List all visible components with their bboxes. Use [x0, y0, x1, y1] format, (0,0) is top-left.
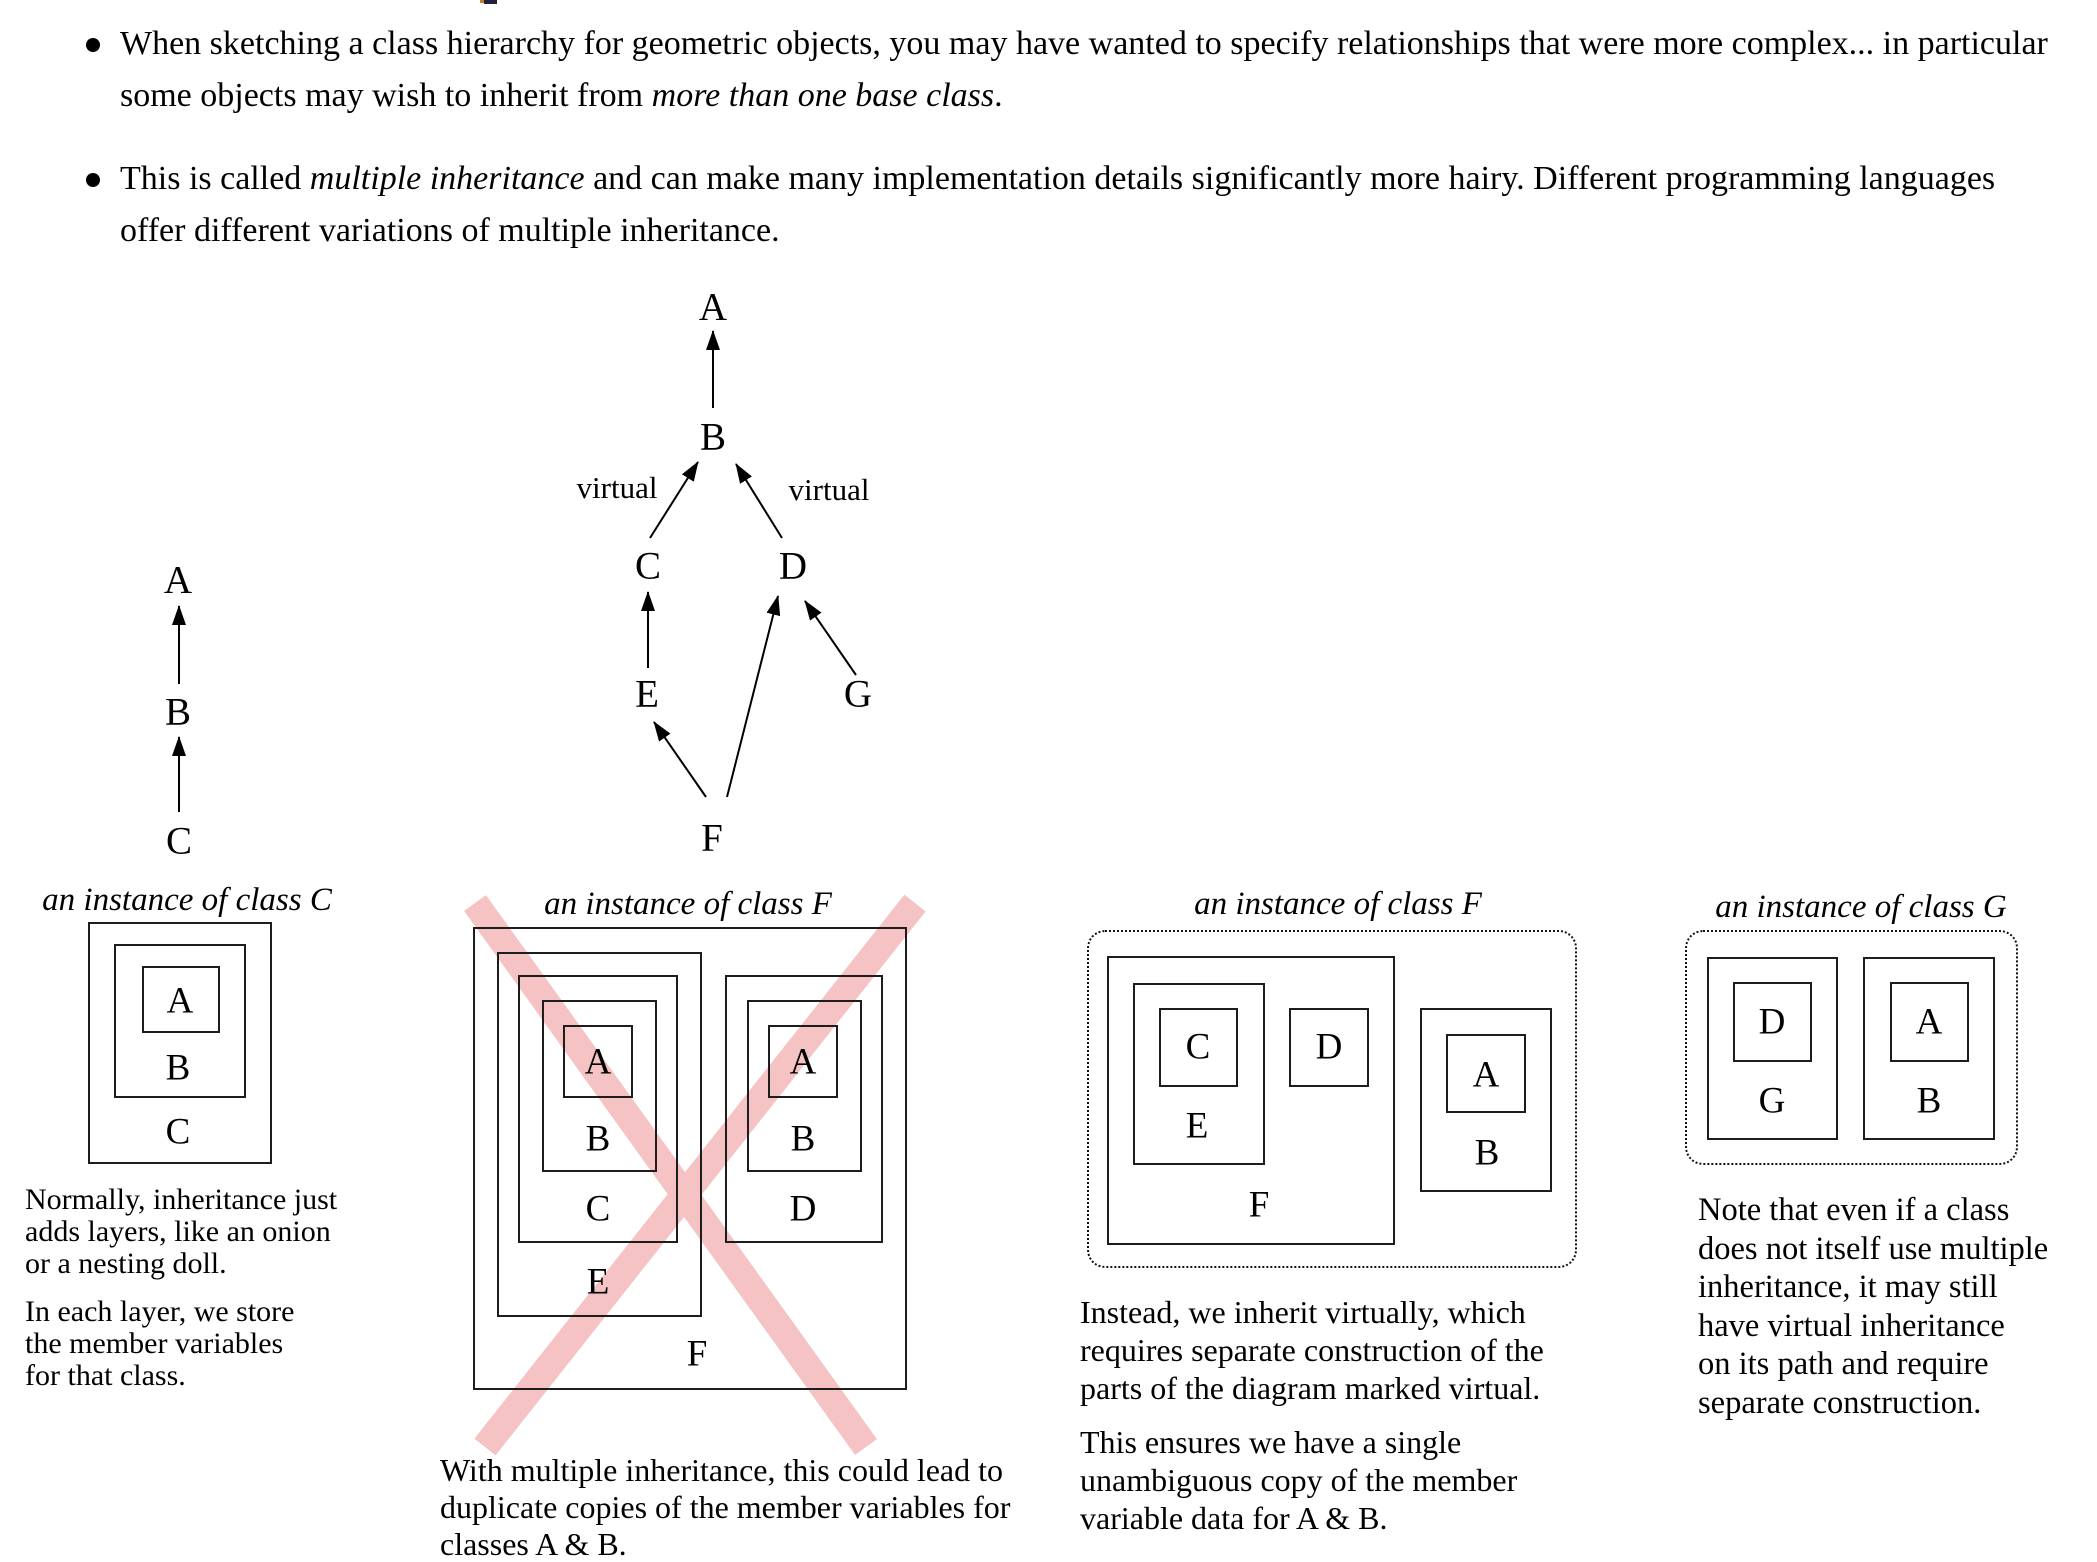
- box-label: C: [585, 1188, 611, 1230]
- caption-paragraph: [25, 1296, 337, 1392]
- class-node-label: C: [634, 544, 662, 588]
- caption-line: Note that even if a class: [1698, 1192, 2010, 1228]
- caption-line: Normally, inheritance just: [25, 1183, 338, 1216]
- box-label: F: [1248, 1184, 1270, 1226]
- virtual-label: virtual: [576, 470, 658, 505]
- caption-line: inheritance, it may still: [1698, 1269, 1998, 1305]
- caption-line: does not itself use multiple: [1698, 1230, 2049, 1267]
- bullet-item: [84, 153, 2059, 257]
- caption-line: or a nesting doll.: [25, 1247, 227, 1280]
- class-node-label: B: [699, 415, 727, 459]
- box-label: D: [789, 1188, 817, 1230]
- panel-caption: [440, 1452, 1010, 1562]
- box-label: D: [1758, 1001, 1786, 1043]
- caption-line: adds layers, like an onion: [25, 1215, 331, 1248]
- virtual-label: virtual: [788, 472, 870, 507]
- class-node-label: C: [165, 819, 193, 863]
- box-label: A: [1472, 1054, 1500, 1096]
- box-label: B: [585, 1118, 611, 1160]
- caption-line: separate construction.: [1698, 1384, 1982, 1421]
- caption-line: the member variables: [25, 1327, 284, 1360]
- box-label: A: [1915, 1001, 1943, 1043]
- inheritance-arrow: [727, 596, 778, 797]
- caption-paragraph: [25, 1184, 337, 1280]
- box-label: C: [165, 1111, 191, 1153]
- caption-paragraph: [1698, 1191, 2048, 1422]
- inheritance-arrow: [654, 722, 706, 797]
- inheritance-arrow: [736, 464, 782, 538]
- box-label: D: [1315, 1026, 1343, 1068]
- caption-paragraph: [440, 1452, 1010, 1562]
- inheritance-arrows: [179, 331, 856, 812]
- caption-line: This ensures we have a single: [1080, 1424, 1462, 1460]
- box-label: E: [586, 1261, 610, 1303]
- caption-paragraph: [1080, 1293, 1544, 1407]
- bullet-item: [84, 18, 2059, 122]
- box-label: A: [584, 1041, 612, 1083]
- class-node-label: D: [778, 544, 808, 588]
- caption-line: In each layer, we store: [25, 1295, 295, 1328]
- class-node-label: B: [164, 690, 192, 734]
- class-node-label: F: [701, 816, 723, 860]
- inheritance-arrow: [805, 601, 856, 675]
- bullet-text: This is called multiple inheritance and can make many implementation details significantly more hairy. Different programming languages offer different variations of multiple inheritance.: [120, 160, 1996, 249]
- bullet-icon: [86, 173, 100, 187]
- caption-line: variable data for A & B.: [1080, 1500, 1388, 1536]
- caption-line: duplicate copies of the member variables for: [440, 1489, 1011, 1525]
- box-label: B: [165, 1047, 191, 1089]
- panel-title: an instance of class F: [544, 886, 832, 922]
- panel-caption: [1698, 1191, 2048, 1422]
- panel-title: an instance of class C: [42, 882, 332, 918]
- caption-line: classes A & B.: [440, 1526, 627, 1562]
- caption-line: for that class.: [25, 1359, 186, 1392]
- panel-caption: [1080, 1293, 1544, 1537]
- panel-title: an instance of class F: [1194, 886, 1482, 922]
- panel-title: an instance of class G: [1715, 889, 2007, 925]
- caption-line: With multiple inheritance, this could lead to: [440, 1452, 1004, 1488]
- class-node-label: A: [698, 285, 728, 329]
- box-label: F: [686, 1333, 708, 1375]
- caption-paragraph: [1080, 1423, 1544, 1537]
- bullet-icon: [86, 38, 100, 52]
- cut-off-header-fragment: [484, 0, 497, 4]
- class-node-label: E: [635, 672, 659, 716]
- bullet-list: [84, 18, 2059, 257]
- class-node-label: G: [843, 672, 873, 716]
- box-label: E: [1185, 1105, 1209, 1147]
- box-label: B: [790, 1118, 816, 1160]
- box-label: B: [1916, 1080, 1942, 1122]
- caption-line: requires separate construction of the: [1080, 1332, 1544, 1368]
- box-label: G: [1758, 1080, 1786, 1122]
- caption-line: unambiguous copy of the member: [1080, 1462, 1518, 1498]
- caption-line: on its path and require: [1698, 1346, 1989, 1382]
- panel-caption: [25, 1184, 337, 1392]
- caption-line: parts of the diagram marked virtual.: [1080, 1370, 1541, 1406]
- box-label: A: [166, 980, 194, 1022]
- caption-line: have virtual inheritance: [1698, 1307, 2005, 1344]
- box-label: C: [1185, 1026, 1211, 1068]
- bullet-text: When sketching a class hierarchy for geometric objects, you may have wanted to specify relationships that were more complex... in particular some objects may wish to inherit from more than one base class.: [120, 25, 2048, 114]
- box-label: B: [1474, 1132, 1500, 1174]
- caption-line: Instead, we inherit virtually, which: [1080, 1294, 1526, 1330]
- class-node-label: A: [163, 558, 193, 602]
- box-label: A: [789, 1041, 817, 1083]
